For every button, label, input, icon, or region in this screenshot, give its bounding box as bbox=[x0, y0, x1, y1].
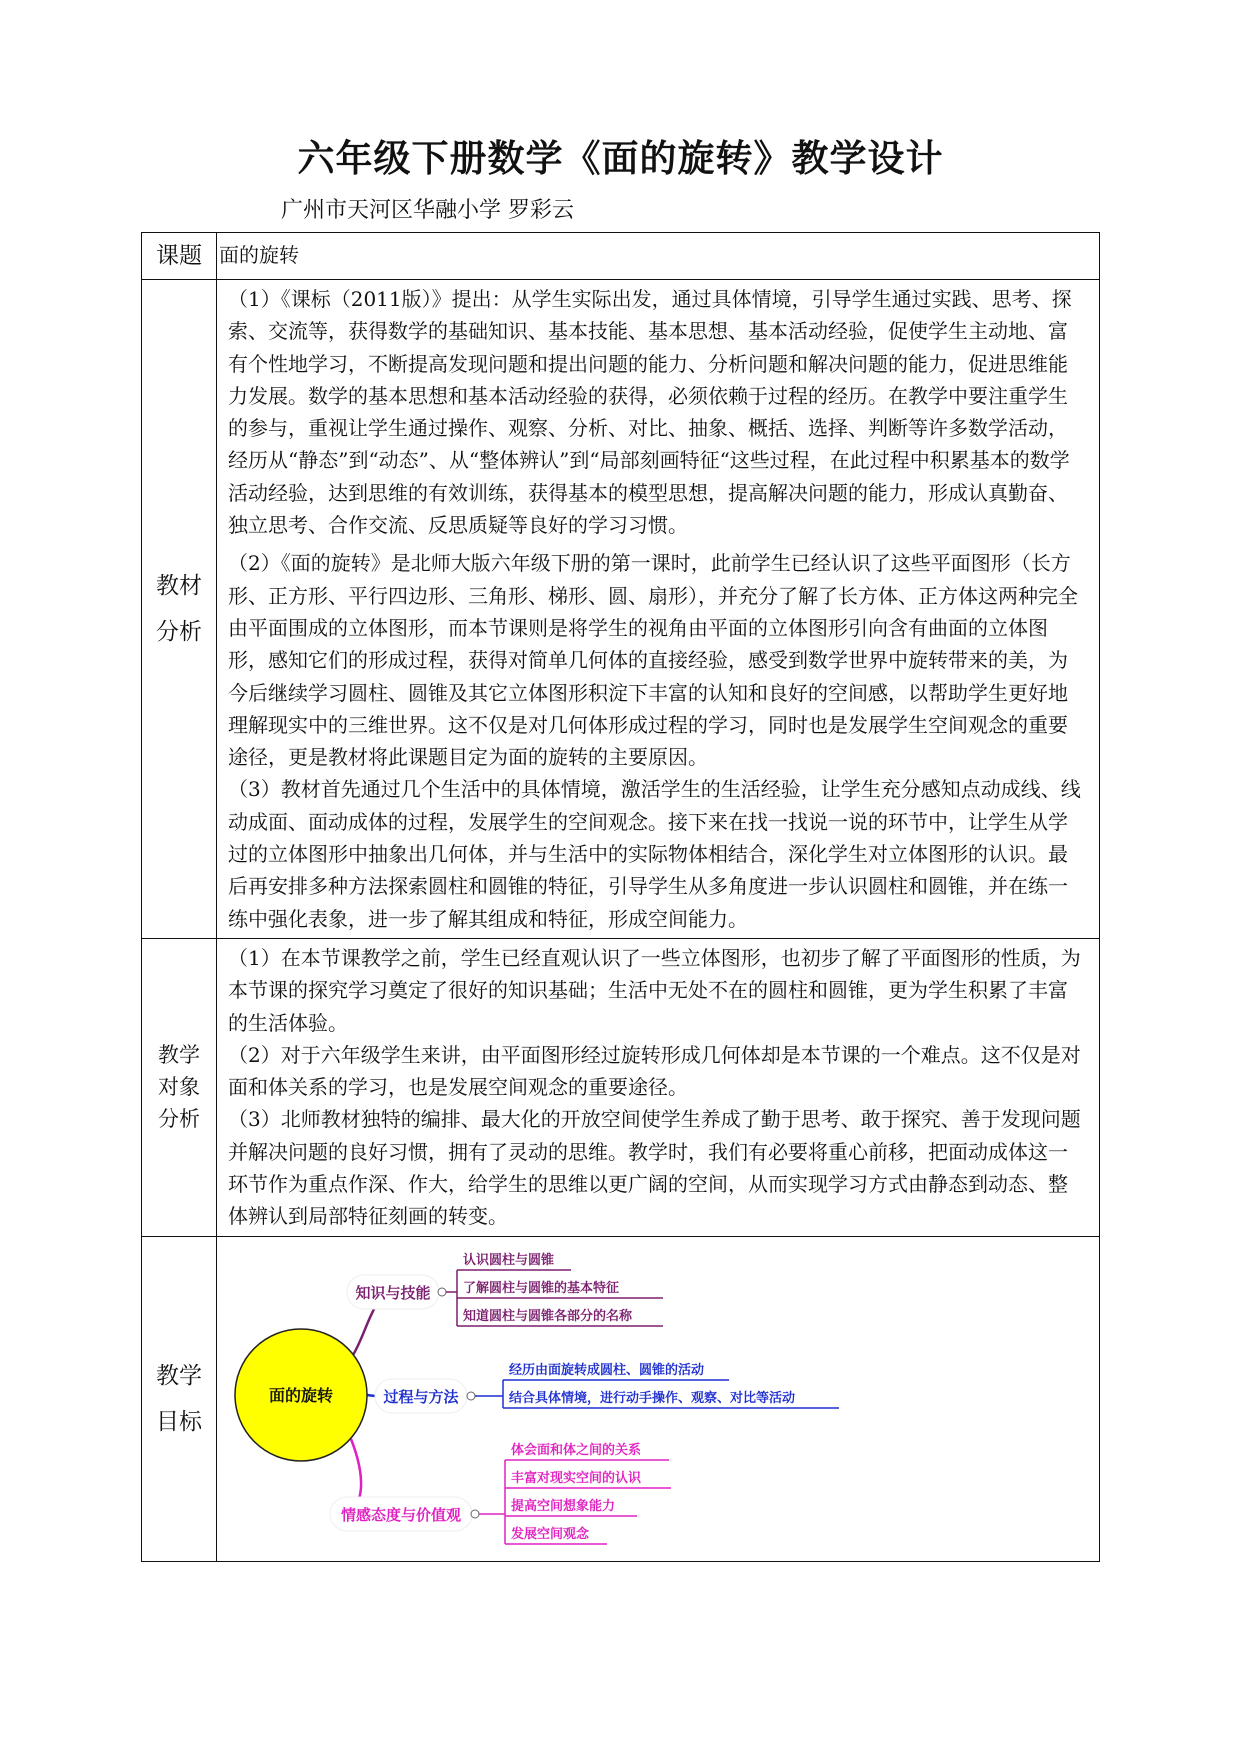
leaf-label: 丰富对现实空间的认识 bbox=[511, 1470, 642, 1486]
topic-label: 课题 bbox=[142, 233, 217, 280]
student-paragraph-3: （3）北师教材独特的编排、最大化的开放空间使学生养成了勤于思考、敢于探究、善于发现问题并解决问题的良好习惯，拥有了灵动的思维。教学时，我们有必要将重心前移，把面动成体这一环节作为重点作深、作大，给学生的思维以更广阔的空间，从而实现学习方式由静态到动态、整体辨认到局部特征刻画的转变。 bbox=[228, 1107, 1081, 1229]
branch-connector bbox=[367, 1395, 375, 1396]
leaf-label: 认识圆柱与圆锥 bbox=[463, 1252, 555, 1268]
leaf-label: 结合具体情境，进行动手操作、观察、对比等活动 bbox=[509, 1390, 796, 1406]
goals-mindmap bbox=[217, 1237, 1100, 1561]
lesson-design-table bbox=[141, 232, 1100, 1562]
row-material-analysis bbox=[142, 280, 1100, 939]
leaf-label: 发展空间观念 bbox=[511, 1526, 590, 1542]
leaf-label: 经历由面旋转成圆柱、圆锥的活动 bbox=[509, 1362, 705, 1378]
leaf-label: 了解圆柱与圆锥的基本特征 bbox=[463, 1280, 620, 1296]
goals-mindmap-cell bbox=[217, 1236, 1100, 1561]
branch-label: 情感态度与价值观 bbox=[340, 1505, 462, 1524]
branch-collapse-dot bbox=[467, 1392, 475, 1400]
branch-label: 过程与方法 bbox=[383, 1387, 459, 1406]
row-topic bbox=[142, 233, 1100, 280]
student-analysis-content bbox=[217, 938, 1100, 1236]
student-paragraph-2: （2）对于六年级学生来讲，由平面图形经过旋转形成几何体却是本节课的一个难点。这不仅是对面和体关系的学习，也是发展空间观念的重要途径。 bbox=[228, 1042, 1081, 1100]
author-line: 广州市天河区华融小学 罗彩云 bbox=[281, 198, 574, 223]
leaf-label: 提高空间想象能力 bbox=[511, 1498, 616, 1514]
material-analysis-content bbox=[217, 280, 1100, 939]
material-paragraph-1: （1）《课标（2011版）》提出：从学生实际出发，通过具体情境，引导学生通过实践、思考、探索、交流等，获得数学的基础知识、基本技能、基本思想、基本活动经验，促使学生主动地、富有个性地学习，不断提高发现问题和提出问题的能力、分析问题和解决问题的能力，促进思维能力发展。数学的基本思想和基本活动经验的获得，必须依赖于过程的经历。在教学中要注重学生的参与，重视让学生通过操作、观察、分析、对比、抽象、概括、选择、判断等许多数学活动，经历从“静态”到“动态”、从“整体辨认”到“局部刻画特征“这些过程，在此过程中积累基本的数学活动经验，达到思维的有效训练，获得基本的模型思想，提高解决问题的能力，形成认真勤奋、独立思考、合作交流、反思质疑等良好的学习习惯。 bbox=[228, 287, 1072, 538]
row-teaching-goals bbox=[142, 1236, 1100, 1561]
student-analysis-label: 教学 对象 分析 bbox=[142, 938, 217, 1236]
branch-collapse-dot bbox=[471, 1510, 479, 1518]
teaching-goals-label: 教学 目标 bbox=[142, 1236, 217, 1561]
material-paragraph-2: （2）《面的旋转》是北师大版六年级下册的第一课时，此前学生已经认识了这些平面图形（长方形、正方形、平行四边形、三角形、梯形、圆、扇形），并充分了解了长方体、正方体这两种完全由平面围成的立体图形，而本节课则是将学生的视角由平面的立体图形引向含有曲面的立体图形，感知它们的形成过程，获得对简单几何体的直接经验，感受到数学世界中旋转带来的美，为今后继续学习圆柱、圆锥及其它立体图形积淀下丰富的认知和良好的空间感，以帮助学生更好地理解现实中的三维世界。这不仅是对几何体形成过程的学习，同时也是发展学生空间观念的重要途径，更是教材将此课题目定为面的旋转的主要原因。 bbox=[228, 551, 1078, 770]
student-paragraph-1: （1）在本节课教学之前，学生已经直观认识了一些立体图形，也初步了解了平面图形的性质，为本节课的探究学习奠定了很好的知识基础；生活中无处不在的圆柱和圆锥，更为学生积累了丰富的生活体验。 bbox=[228, 945, 1081, 1035]
document-title: 六年级下册数学《面的旋转》教学设计 bbox=[297, 136, 944, 180]
leaf-label: 知道圆柱与圆锥各部分的名称 bbox=[463, 1308, 633, 1324]
topic-value: 面的旋转 bbox=[217, 233, 1100, 280]
material-paragraph-3: （3）教材首先通过几个生活中的具体情境，激活学生的生活经验，让学生充分感知点动成线、线动成面、面动成体的过程，发展学生的空间观念。接下来在找一找说一说的环节中，让学生从学过的立体图形中抽象出几何体，并与生活中的实际物体相结合，深化学生对立体图形的认识。最后再安排多种方法探索圆柱和圆锥的特征，引导学生从多角度进一步认识圆柱和圆锥，并在练一练中强化表象，进一步了解其组成和特征，形成空间能力。 bbox=[228, 777, 1081, 931]
material-analysis-label: 教材 分析 bbox=[142, 280, 217, 939]
branch-collapse-dot bbox=[438, 1288, 446, 1296]
branch-label: 知识与技能 bbox=[355, 1283, 431, 1302]
center-label: 面的旋转 bbox=[268, 1385, 334, 1405]
row-student-analysis bbox=[142, 938, 1100, 1236]
leaf-label: 体会面和体之间的关系 bbox=[511, 1442, 642, 1458]
